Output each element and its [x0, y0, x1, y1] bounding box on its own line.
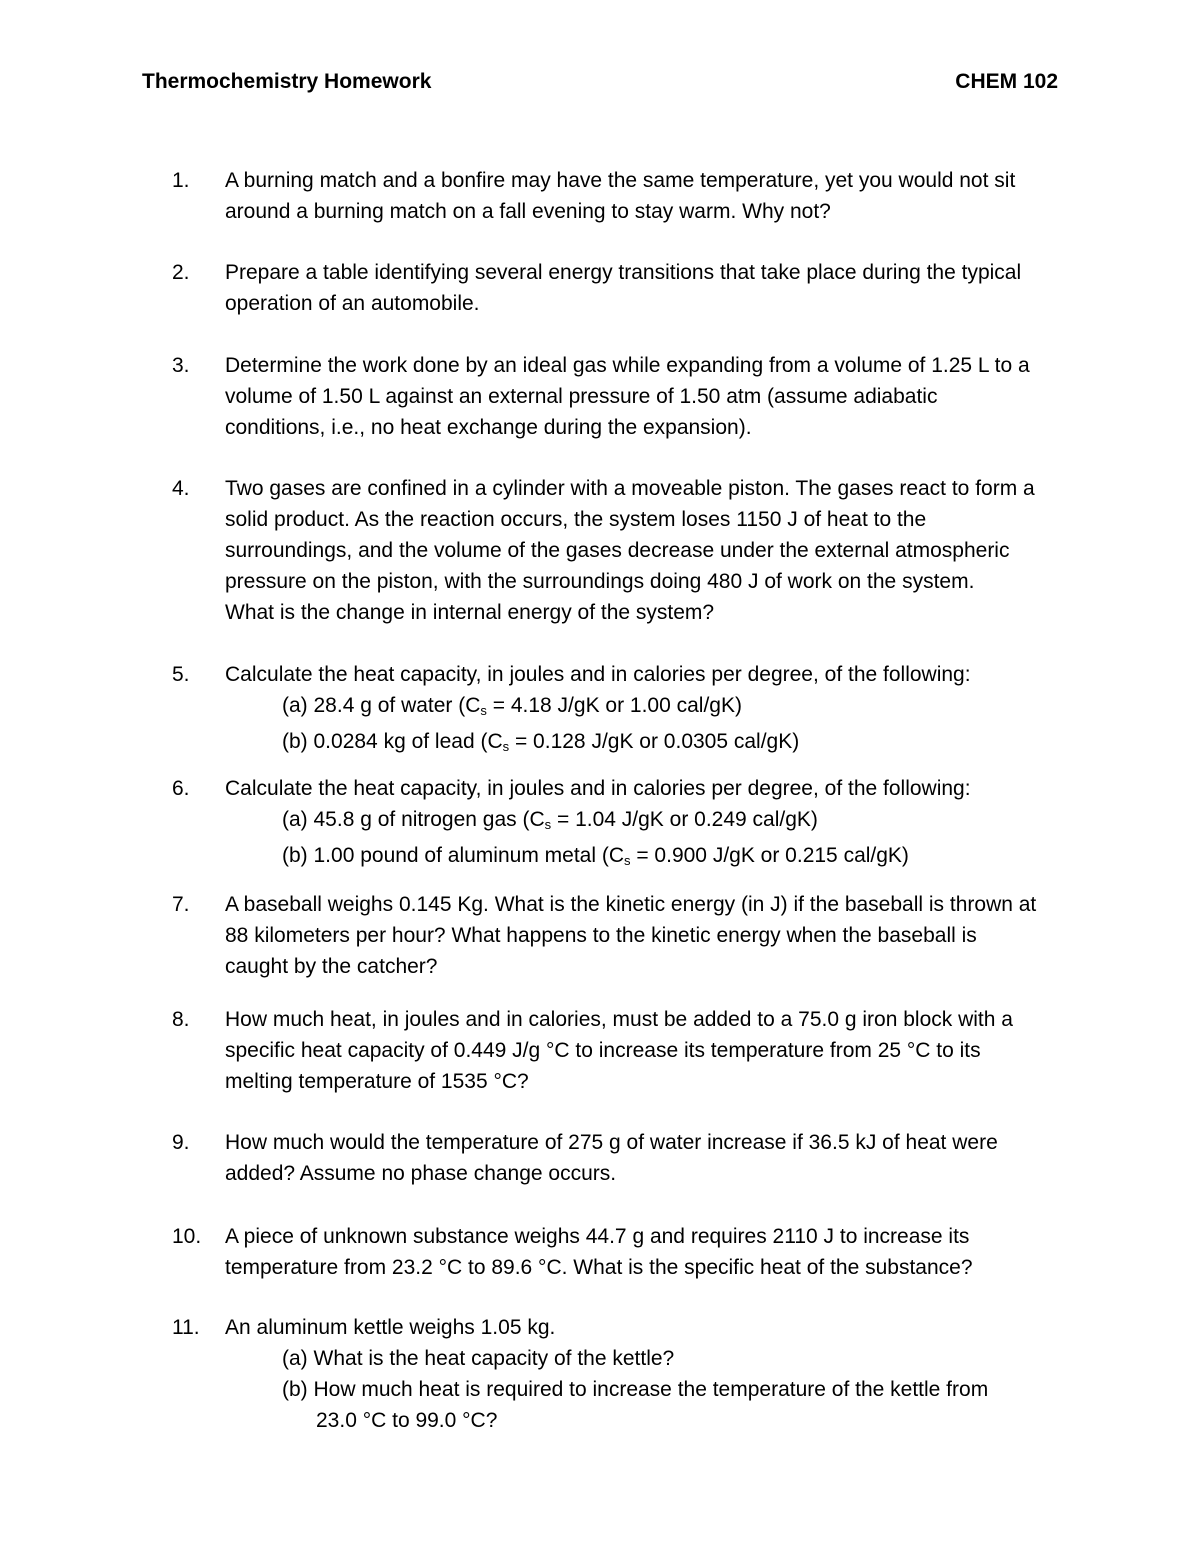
question-text-line: How much would the temperature of 275 g of water increase if 36.5 kJ of heat were — [225, 1131, 998, 1154]
page-header — [142, 70, 1058, 100]
question-2 — [142, 257, 1072, 319]
question-number: 3. — [172, 354, 190, 377]
question-5 — [142, 659, 1072, 762]
question-text-line: melting temperature of 1535 °C? — [225, 1070, 529, 1093]
question-part-b: (b) 1.00 pound of aluminum metal ($C_s = 0.900$ J/gK or 0.215 cal/gK) — [282, 844, 909, 868]
question-text-line: specific heat capacity of 0.449 J/g °C to increase its temperature from 25 °C to its — [225, 1039, 981, 1062]
question-text-line: caught by the catcher? — [225, 955, 438, 978]
question-text-line: solid product. As the reaction occurs, the system loses 1150 J of heat to the — [225, 508, 927, 531]
question-text-line: volume of 1.50 L against an external pressure of 1.50 atm (assume adiabatic — [225, 385, 938, 408]
question-9 — [142, 1127, 1072, 1189]
question-11 — [142, 1312, 1072, 1436]
question-number: 2. — [172, 261, 190, 284]
question-4 — [142, 473, 1072, 628]
question-number: 6. — [172, 777, 190, 800]
question-number: 4. — [172, 477, 190, 500]
question-number: 10. — [172, 1225, 202, 1248]
question-part-a: (a) 28.4 g of water ($C_s = 4.18$ J/gK or 1.00 cal/gK) — [282, 694, 742, 718]
question-text-line: How much heat, in joules and in calories, must be added to a 75.0 g iron block with a — [225, 1008, 1013, 1031]
question-number: 1. — [172, 169, 190, 192]
question-part-a: (a) What is the heat capacity of the kettle? — [282, 1347, 675, 1370]
question-8 — [142, 1004, 1072, 1097]
question-text-line: An aluminum kettle weighs 1.05 kg. — [225, 1316, 556, 1339]
question-part-b: (b) How much heat is required to increase the temperature of the kettle from 23.0 °C to 99.0 °C? — [282, 1378, 989, 1432]
question-text-line: surroundings, and the volume of the gases decrease under the external atmospheric — [225, 539, 1010, 562]
question-part-b: (b) 0.0284 kg of lead ($C_s = 0.128$ J/gK or 0.0305 cal/gK) — [282, 730, 800, 754]
question-number: 11. — [172, 1316, 200, 1339]
question-text-line: around a burning match on a fall evening to stay warm. Why not? — [225, 200, 831, 223]
question-part-a: (a) 45.8 g of nitrogen gas ($C_s = 1.04$ J/gK or 0.249 cal/gK) — [282, 808, 818, 832]
question-6 — [142, 773, 1072, 876]
question-number: 5. — [172, 663, 190, 686]
question-number: 9. — [172, 1131, 190, 1154]
question-text-line: 88 kilometers per hour? What happens to the kinetic energy when the baseball is — [225, 924, 977, 947]
question-text-line: A baseball weighs 0.145 Kg. What is the kinetic energy (in J) if the baseball is thrown at — [225, 893, 1037, 916]
question-text-line: Two gases are confined in a cylinder with a moveable piston. The gases react to form a — [225, 477, 1035, 500]
question-text-line: temperature from 23.2 °C to 89.6 °C. What is the specific heat of the substance? — [225, 1256, 973, 1279]
question-text-line: pressure on the piston, with the surroundings doing 480 J of work on the system. — [225, 570, 975, 593]
question-number: 8. — [172, 1008, 190, 1031]
document-title: Thermochemistry Homework — [142, 70, 432, 93]
question-text-line: What is the change in internal energy of the system? — [225, 601, 715, 624]
question-text-line: Calculate the heat capacity, in joules and in calories per degree, of the following: — [225, 663, 971, 686]
question-text-line: A piece of unknown substance weighs 44.7 g and requires 2110 J to increase its — [225, 1225, 970, 1248]
question-text-line: operation of an automobile. — [225, 292, 480, 315]
question-text-line: A burning match and a bonfire may have the same temperature, yet you would not sit — [225, 169, 1016, 192]
question-3 — [142, 350, 1072, 443]
question-text-line: conditions, i.e., no heat exchange during the expansion). — [225, 416, 752, 439]
question-text-line: Determine the work done by an ideal gas while expanding from a volume of 1.25 L to a — [225, 354, 1030, 377]
question-text-line: Prepare a table identifying several energy transitions that take place during the typical — [225, 261, 1022, 284]
question-text-line: added? Assume no phase change occurs. — [225, 1162, 617, 1185]
question-7 — [142, 889, 1072, 982]
question-10 — [142, 1221, 1072, 1283]
question-1 — [142, 165, 1072, 227]
question-number: 7. — [172, 893, 190, 916]
question-text-line: Calculate the heat capacity, in joules and in calories per degree, of the following: — [225, 777, 971, 800]
course-code: CHEM 102 — [955, 70, 1058, 93]
